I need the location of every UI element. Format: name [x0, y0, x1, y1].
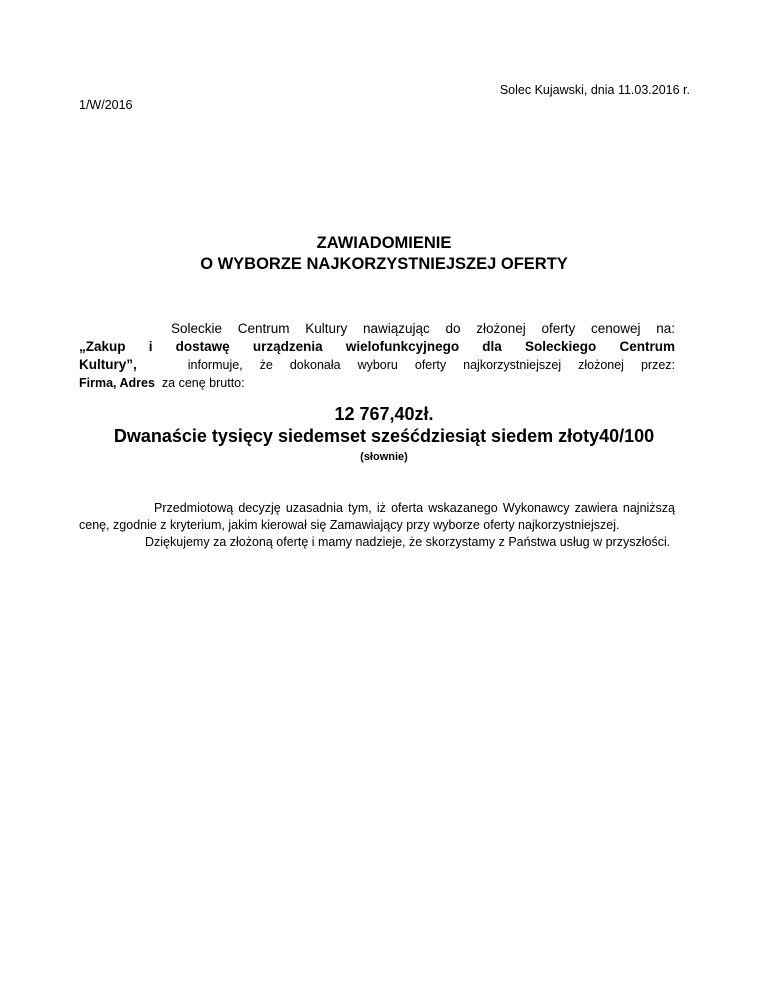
offer-subject-end: Kultury”,	[79, 357, 137, 372]
thanks-paragraph: Dziękujemy za złożoną ofertę i mamy nadzieje, że skorzystamy z Państwa usług w przyszłości.	[145, 535, 671, 549]
offer-company-line	[79, 374, 675, 392]
gross-amount: 12 767,40zł.	[334, 404, 434, 424]
justification-section	[79, 500, 675, 551]
company-placeholder: Firma, Adres	[79, 376, 155, 390]
offer-selection-text: informuje, że dokonała wyboru oferty najkorzystniejszej złożonej przez:	[187, 358, 675, 372]
document-title	[79, 233, 689, 275]
justification-paragraph: Przedmiotową decyzję uzasadnia tym, iż oferta wskazanego Wykonawcy zawiera najniższą cenę, zgodnie z kryterium, jakim kierował się Zamawiający przy wyborze oferty najkorzystniejszej.	[79, 501, 675, 532]
offer-selection-line	[79, 356, 675, 374]
offer-intro-line: Soleckie Centrum Kultury nawiązując do złożonej oferty cenowej na:	[171, 321, 675, 336]
title-line-1: ZAWIADOMIENIE	[316, 234, 452, 252]
reference-number: 1/W/2016	[79, 98, 133, 112]
offer-subject-line: „Zakup i dostawę urządzenia wielofunkcyjnego dla Soleckiego Centrum	[79, 339, 675, 354]
amount-in-words: Dwanaście tysięcy siedemset sześćdziesiąt siedem złoty40/100	[113, 426, 655, 446]
price-intro-text: za cenę brutto:	[161, 376, 245, 390]
title-line-2: O WYBORZE NAJKORZYSTNIEJSZEJ OFERTY	[200, 255, 568, 273]
amount-block	[79, 403, 689, 465]
offer-paragraph	[79, 320, 675, 392]
place-and-date: Solec Kujawski, dnia 11.03.2016 r.	[499, 83, 690, 97]
amount-note: (słownie)	[360, 451, 408, 463]
